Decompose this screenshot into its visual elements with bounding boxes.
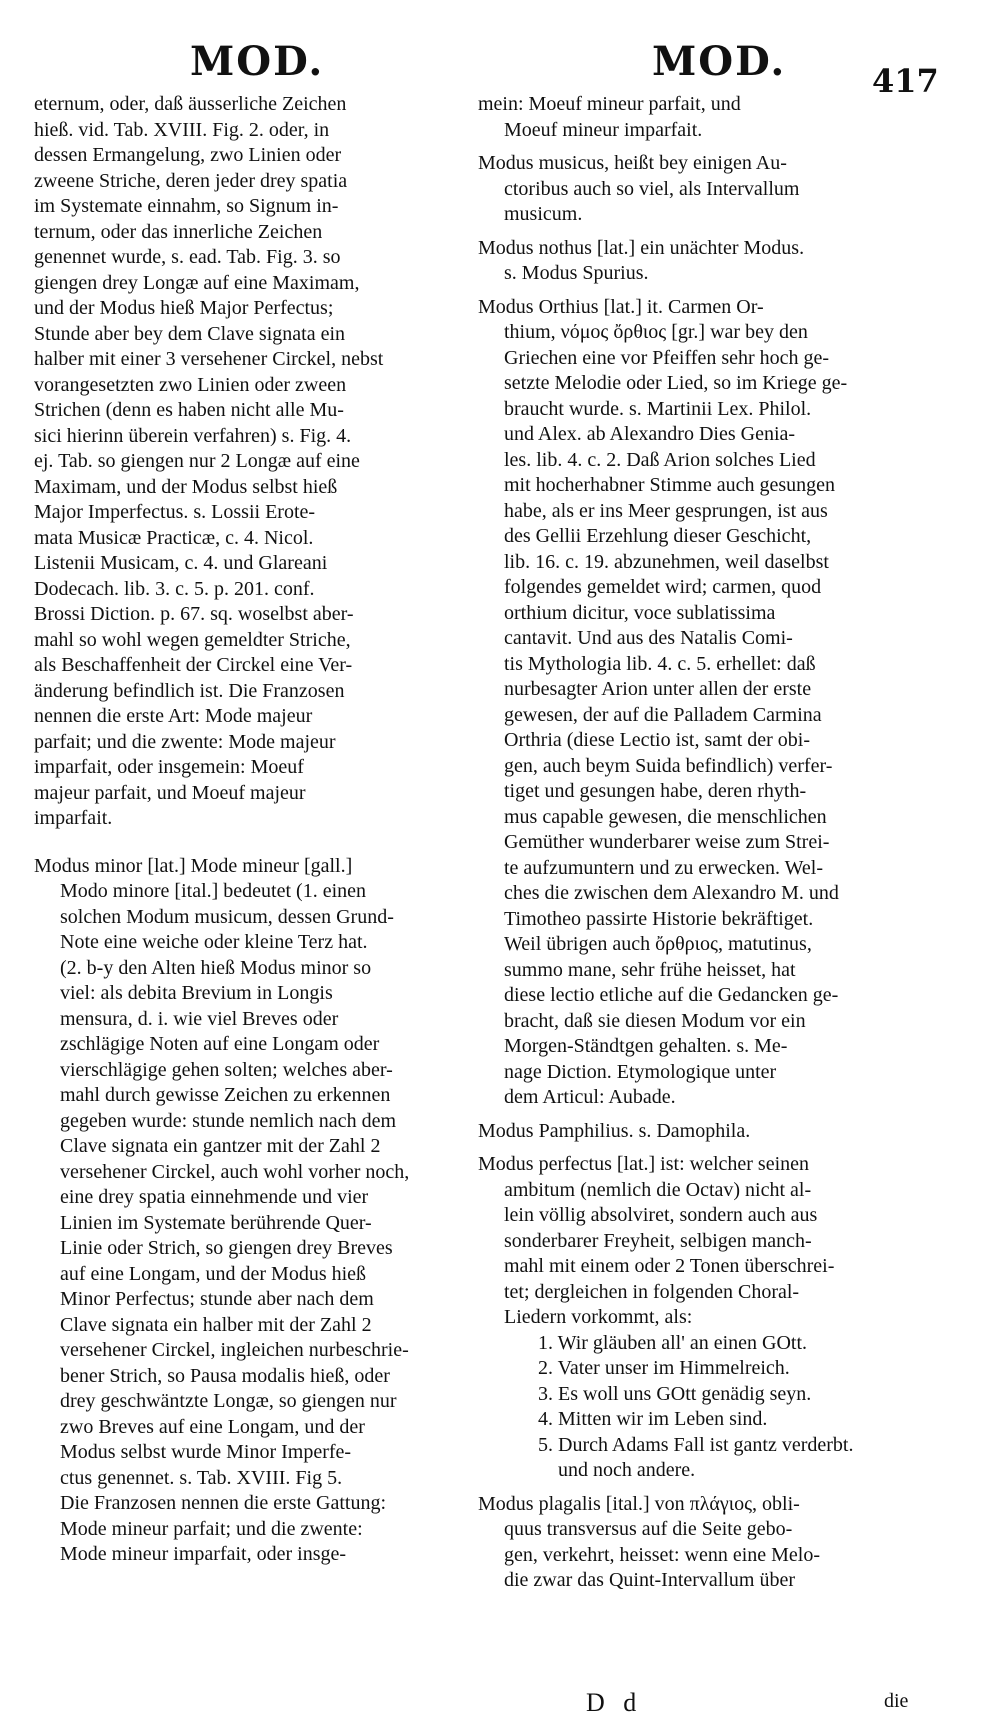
text-line: braucht wurde. s. Martinii Lex. Philol. [504, 397, 812, 420]
text-line: mensura, d. i. wie viel Breves oder [60, 1007, 339, 1030]
text-line: te aufzumuntern und zu erwecken. Wel- [504, 856, 823, 879]
text-line: lein völlig absolviret, sondern auch aus [504, 1204, 818, 1226]
text-line: Griechen eine vor Pfeiffen sehr hoch ge- [504, 346, 830, 369]
text-line: Gemüther wunderbarer weise zum Strei- [504, 831, 830, 853]
text-line: viel: als debita Brevium in Longis [60, 982, 333, 1004]
text-line: Die Franzosen nennen die erste Gattung: [60, 1492, 387, 1514]
text-line: zweene Striche, deren jeder drey spatia [34, 169, 348, 192]
text-line: Linie oder Strich, so giengen drey Breves [60, 1237, 393, 1259]
text-line: summo mane, sehr frühe heisset, hat [504, 958, 796, 981]
text-line: Clave signata ein halber mit der Zahl 2 [60, 1313, 372, 1336]
text-line: Stunde aber bey dem Clave signata ein [34, 322, 346, 345]
text-line: nage Diction. Etymologique unter [504, 1060, 777, 1083]
text-line: bener Strich, so Pausa modalis hieß, oder [60, 1364, 390, 1387]
entry-headline: Modus musicus, heißt bey einigen Au- [478, 152, 787, 174]
text-line: mata Musicæ Practicæ, c. 4. Nicol. [34, 526, 314, 549]
entry-gap [34, 832, 452, 854]
text-line: ctus genennet. s. Tab. XVIII. Fig 5. [60, 1466, 343, 1489]
text-line: die zwar das Quint-Intervallum über [504, 1569, 796, 1591]
dictionary-entry [478, 1152, 928, 1484]
text-line: Strichen (denn es haben nicht alle Mu- [34, 399, 344, 421]
text-line: sici hierinn überein verfahren) s. Fig. 4. [34, 424, 352, 447]
continuation-line: Moeuf mineur imparfait. [504, 118, 703, 141]
text-line: Dodecach. lib. 3. c. 5. p. 201. conf. [34, 577, 315, 600]
text-line: Weil übrigen auch ὄρθριος, matutinus, [504, 933, 812, 955]
dictionary-entry [478, 1119, 928, 1145]
text-line: eine drey spatia einnehmende und vier [60, 1186, 369, 1208]
text-line: gen, auch beym Suida befindlich) verfer- [504, 754, 833, 777]
text-line: hieß. vid. Tab. XVIII. Fig. 2. oder, in [34, 118, 330, 141]
chorale-list-item: 1. Wir gläuben all' an einen GOtt. [538, 1331, 808, 1354]
text-line: gegeben wurde: stunde nemlich nach dem [60, 1109, 396, 1132]
text-line: versehener Circkel, auch wohl vorher noch, [60, 1160, 410, 1183]
text-line: Clave signata ein gantzer mit der Zahl 2 [60, 1135, 381, 1157]
running-head-left: MOD. [190, 38, 325, 85]
text-line: zschlägige Noten auf eine Longam oder [60, 1033, 380, 1055]
text-line: orthium dicitur, voce sublatissima [504, 601, 776, 624]
text-line: ambitum (nemlich die Octav) nicht al- [504, 1178, 812, 1201]
dictionary-entry [478, 295, 928, 1111]
text-line: vierschlägige gehen solten; welches aber- [60, 1058, 393, 1081]
text-line: eternum, oder, daß äusserliche Zeichen [34, 93, 347, 115]
entry-headline: Modus Orthius [lat.] it. Carmen Or- [478, 295, 764, 318]
text-line: les. lib. 4. c. 2. Daß Arion solches Lied [504, 448, 816, 471]
chorale-list-item: 5. Durch Adams Fall ist gantz verderbt. [538, 1433, 854, 1456]
text-line: ctoribus auch so viel, als Intervallum [504, 177, 800, 200]
text-line: als Beschaffenheit der Circkel eine Ver- [34, 654, 353, 676]
text-line: thium, νόμος ὄρθιος [gr.] war bey den [504, 321, 808, 343]
text-line: mahl durch gewisse Zeichen zu erkennen [60, 1084, 391, 1106]
right-column [478, 92, 928, 1594]
text-line: Brossi Diction. p. 67. sq. woselbst aber- [34, 603, 354, 625]
text-line: Modus selbst wurde Minor Imperfe- [60, 1441, 352, 1463]
text-line: tiget und gesungen habe, deren rhyth- [504, 780, 807, 802]
text-line: Minor Perfectus; stunde aber nach dem [60, 1288, 374, 1310]
text-line: Mode mineur imparfait, oder insge- [60, 1543, 347, 1565]
text-line: auf eine Longam, und der Modus hieß [60, 1262, 367, 1285]
text-line: setzte Melodie oder Lied, so im Kriege ge- [504, 372, 848, 394]
text-line: giengen drey Longæ auf eine Maximam, [34, 271, 360, 294]
text-line: änderung befindlich ist. Die Franzosen [34, 679, 345, 702]
text-line: und der Modus hieß Major Perfectus; [34, 297, 334, 319]
dictionary-entry [478, 1492, 928, 1594]
text-line: majeur parfait, und Moeuf majeur [34, 781, 306, 804]
text-line: Modo minore [ital.] bedeutet (1. einen [60, 880, 367, 902]
text-line: und Alex. ab Alexandro Dies Genia- [504, 423, 796, 445]
entry-headline: Modus plagalis [ital.] von πλάγιος, obli- [478, 1492, 800, 1515]
text-line: quus transversus auf die Seite gebo- [504, 1518, 793, 1540]
text-line: genennet wurde, s. ead. Tab. Fig. 3. so [34, 246, 341, 268]
chorale-list-item: 3. Es woll uns GOtt genädig seyn. [538, 1382, 812, 1405]
text-line: habe, als er ins Meer gesprungen, ist aus [504, 499, 828, 522]
text-line: bracht, daß sie diesen Modum vor ein [504, 1009, 806, 1032]
text-line: ternum, oder das innerliche Zeichen [34, 220, 323, 243]
text-line: mahl so wohl wegen gemeldter Striche, [34, 628, 351, 651]
text-line: dessen Ermangelung, zwo Linien oder [34, 144, 342, 166]
list-tail: und noch andere. [558, 1459, 696, 1481]
entry-headline: Modus minor [lat.] Mode mineur [gall.] [34, 854, 353, 877]
text-line: versehener Circkel, ingleichen nurbeschrie- [60, 1339, 409, 1361]
continuation-line: mein: Moeuf mineur parfait, und [478, 93, 741, 115]
text-line: cantavit. Und aus des Natalis Comi- [504, 627, 793, 649]
text-line: Listenii Musicam, c. 4. und Glareani [34, 552, 328, 574]
text-line: mit hocherhabner Stimme auch gesungen [504, 474, 836, 496]
text-line: tis Mythologia lib. 4. c. 5. erhellet: daß [504, 652, 816, 675]
text-line: Mode mineur parfait; und die zwente: [60, 1517, 363, 1540]
text-line: Orthria (diese Lectio ist, samt der obi- [504, 729, 811, 751]
text-line: solchen Modum musicum, dessen Grund- [60, 905, 394, 928]
text-line: dem Articul: Aubade. [504, 1086, 676, 1108]
text-line: gewesen, der auf die Palladem Carmina [504, 703, 822, 726]
text-line: halber mit einer 3 versehener Circkel, nebst [34, 348, 384, 370]
text-line: ej. Tab. so giengen nur 2 Longæ auf eine [34, 450, 360, 472]
text-line: ches die zwischen dem Alexandro M. und [504, 882, 839, 904]
text-line: nurbesagter Arion unter allen der erste [504, 678, 812, 700]
chorale-list-item: 4. Mitten wir im Leben sind. [538, 1408, 768, 1430]
text-line: diese lectio etliche auf die Gedancken ge- [504, 984, 839, 1006]
text-line: zwo Breves auf eine Longam, und der [60, 1415, 365, 1438]
page-number: 417 [872, 62, 939, 100]
text-line: des Gellii Erzehlung dieser Geschicht, [504, 525, 812, 547]
running-head-right: MOD. [652, 38, 787, 85]
text-line: Timotheo passirte Historie bekräftiget. [504, 907, 814, 930]
text-line: tet; dergleichen in folgenden Choral- [504, 1280, 800, 1303]
text-line: sonderbarer Freyheit, selbigen manch- [504, 1229, 812, 1252]
text-line: s. Modus Spurius. [504, 262, 649, 284]
text-line: Morgen-Ständtgen gehalten. s. Me- [504, 1035, 788, 1057]
text-line: im Systemate einnahm, so Signum in- [34, 195, 339, 217]
text-line: Note eine weiche oder kleine Terz hat. [60, 931, 368, 953]
text-line: imparfait, oder insgemein: Moeuf [34, 756, 304, 778]
entry-headline: Modus nothus [lat.] ein unächter Modus. [478, 236, 805, 259]
dictionary-entry [478, 151, 928, 228]
entry-headline: Modus perfectus [lat.] ist: welcher seinen [478, 1153, 810, 1175]
printer-signature: D d [586, 1688, 643, 1717]
text-line: mus capable gewesen, die menschlichen [504, 805, 827, 828]
catchword: die [884, 1690, 909, 1712]
text-line: mahl mit einem oder 2 Tonen überschrei- [504, 1255, 835, 1277]
text-line: Maximam, und der Modus selbst hieß [34, 475, 338, 498]
text-line: gen, verkehrt, heisset: wenn eine Melo- [504, 1543, 821, 1566]
text-line: lib. 16. c. 19. abzunehmen, weil daselbst [504, 550, 829, 573]
text-line: (2. b-y den Alten hieß Modus minor so [60, 956, 372, 979]
text-line: nennen die erste Art: Mode majeur [34, 705, 313, 727]
text-line: musicum. [504, 203, 583, 225]
text-line: vorangesetzten zwo Linien oder zween [34, 373, 347, 396]
text-line: Liedern vorkommt, als: [504, 1306, 693, 1328]
text-line: drey geschwäntzte Longæ, so giengen nur [60, 1390, 397, 1412]
entry-headline: Modus Pamphilius. s. Damophila. [478, 1119, 751, 1142]
text-line: imparfait. [34, 807, 113, 829]
text-line: Linien im Systemate berührende Quer- [60, 1211, 372, 1234]
text-line: parfait; und die zwente: Mode majeur [34, 730, 336, 753]
chorale-list-item: 2. Vater unser im Himmelreich. [538, 1357, 790, 1379]
dictionary-entry [478, 236, 928, 287]
text-line: Major Imperfectus. s. Lossii Erote- [34, 501, 316, 523]
text-line: folgendes gemeldet wird; carmen, quod [504, 576, 822, 598]
left-column [34, 92, 452, 1568]
